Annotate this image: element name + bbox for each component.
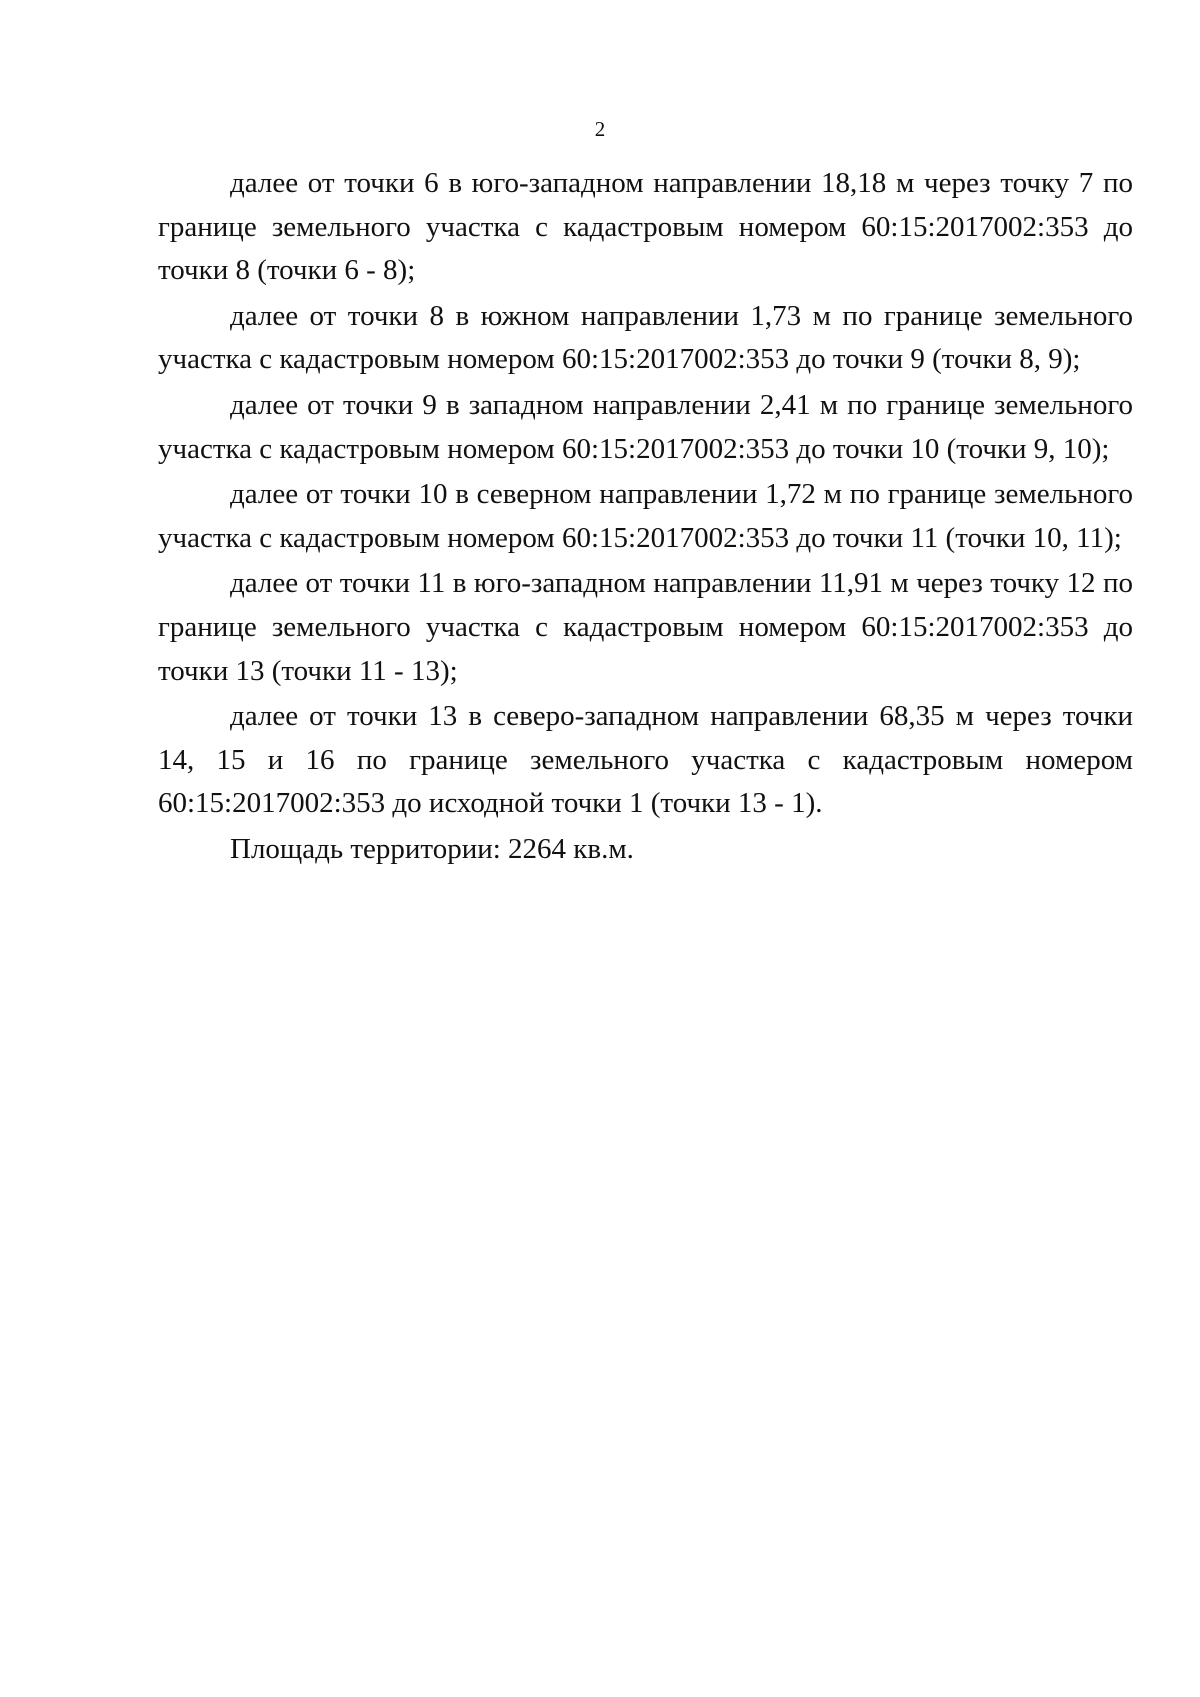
page-number: 2 — [594, 117, 606, 141]
paragraph-boundary-10-11: далее от точки 10 в северном направлении 1,72 м по границе земельного участка с кадастровым номером 60:15:2017002:353 до точки 11 (точки 10, 11); — [158, 478, 1133, 554]
paragraph-boundary-9-10: далее от точки 9 в западном направлении 2,41 м по границе земельного участка с кадастровым номером 60:15:2017002:353 до точки 10 (точки 9, 10); — [158, 388, 1133, 465]
paragraph-boundary-11-13: далее от точки 11 в юго-западном направлении 11,91 м через точку 12 по границе земельного участка с кадастровым номером 60:15:2017002:353 до точки 13 (точки 11 - 13); — [158, 567, 1133, 687]
paragraph-boundary-13-1: далее от точки 13 в северо-западном направлении 68,35 м через точки 14, 15 и 16 по границе земельного участка с кадастровым номером 60:15:2017002:353 до исходной точки 1 (точки 13 - 1). — [158, 700, 1133, 820]
territory-area: Площадь территории: 2264 кв.м. — [230, 832, 634, 865]
document-body — [158, 162, 1133, 874]
paragraph-boundary-8-9: далее от точки 8 в южном направлении 1,73 м по границе земельного участка с кадастровым номером 60:15:2017002:353 до точки 9 (точки 8, 9); — [158, 299, 1133, 376]
paragraph-boundary-6-8: далее от точки 6 в юго-западном направлении 18,18 м через точку 7 по границе земельного участка с кадастровым номером 60:15:2017002:353 до точки 8 (точки 6 - 8); — [158, 167, 1133, 287]
